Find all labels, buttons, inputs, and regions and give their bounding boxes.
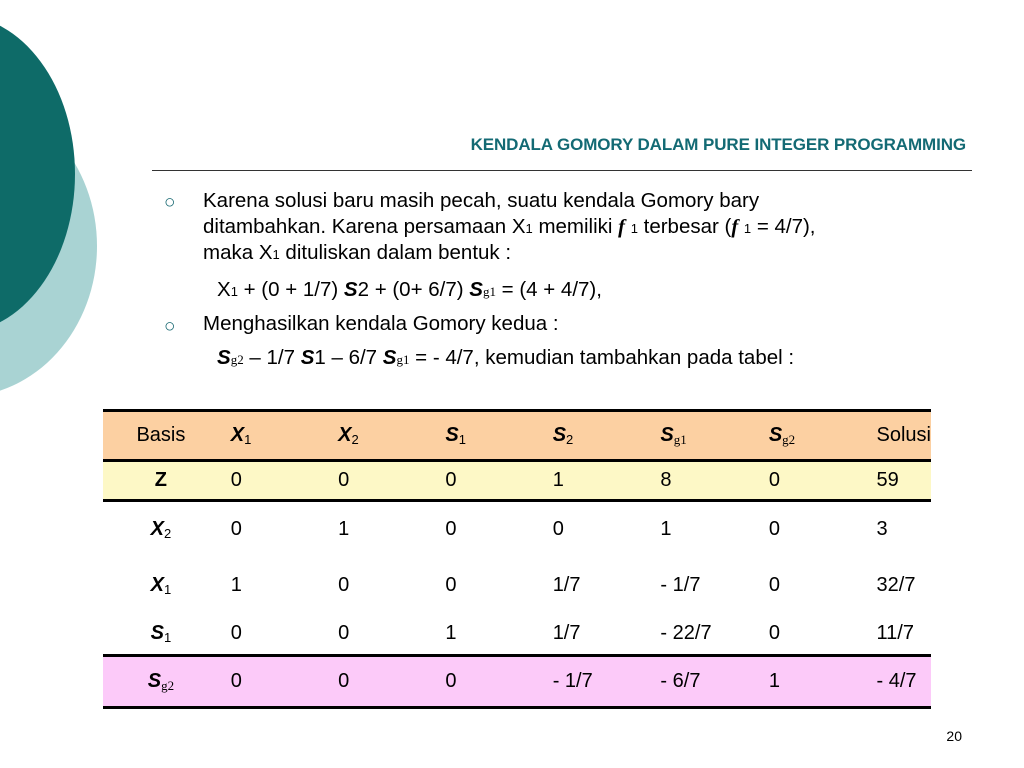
bullet-2-text: Menghasilkan kendala Gomory kedua : bbox=[203, 312, 559, 335]
title-divider bbox=[152, 170, 972, 171]
table-cell: 0 bbox=[230, 670, 242, 692]
basis-cell: Sg2 bbox=[147, 669, 175, 693]
table-cell: 0 bbox=[338, 574, 350, 596]
bullet-1-line-2: ditambahkan. Karena persamaan X1 memiliki f 1 terbesar (f 1 = 4/7), bbox=[203, 215, 816, 238]
header-x2: X2 bbox=[338, 424, 359, 447]
equation-2: Sg2 – 1/7 S1 – 6/7 Sg1 = - 4/7, kemudian tambahkan pada tabel : bbox=[217, 346, 795, 369]
header-solusi: Solusi bbox=[876, 424, 931, 446]
basis-cell: Z bbox=[154, 469, 167, 491]
basis-cell: X2 bbox=[150, 518, 172, 542]
header-basis: Basis bbox=[136, 424, 186, 446]
page-number: 20 bbox=[946, 728, 962, 744]
header-sg1: Sg1 bbox=[660, 423, 687, 447]
table-cell: 0 bbox=[445, 670, 457, 692]
header-x1: X1 bbox=[230, 424, 252, 447]
table-cell: 0 bbox=[768, 622, 780, 645]
table-cell: 0 bbox=[338, 469, 350, 491]
table-cell: 0 bbox=[552, 518, 564, 541]
bullet-1-line-3: maka X1 dituliskan dalam bentuk : bbox=[203, 241, 512, 264]
table-cell: 1 bbox=[338, 518, 350, 541]
header-sg2: Sg2 bbox=[768, 423, 796, 447]
basis-cell: S1 bbox=[150, 622, 172, 646]
bullet-1-line-1: Karena solusi baru masih pecah, suatu kendala Gomory bary bbox=[203, 189, 760, 212]
header-s1: S1 bbox=[445, 424, 466, 447]
table-row bbox=[103, 461, 931, 501]
table-cell: 1/7 bbox=[552, 574, 581, 596]
table-row bbox=[103, 614, 931, 656]
simplex-table bbox=[103, 409, 931, 709]
table-cell: 1 bbox=[230, 574, 242, 596]
table-cell: 0 bbox=[338, 670, 350, 692]
table-cell: - 1/7 bbox=[660, 574, 701, 596]
table-cell: - 22/7 bbox=[660, 622, 712, 645]
table-cell: 3 bbox=[876, 518, 888, 541]
table-cell: 0 bbox=[445, 574, 457, 596]
table-cell: 1 bbox=[660, 518, 672, 541]
table-cell: 11/7 bbox=[876, 622, 914, 645]
equation-1: X1 + (0 + 1/7) S2 + (0+ 6/7) Sg1 = (4 + 4/7), bbox=[217, 278, 602, 301]
table-cell: 0 bbox=[338, 622, 350, 645]
table-row bbox=[103, 558, 931, 614]
basis-cell: X1 bbox=[150, 574, 172, 597]
table-cell: 0 bbox=[445, 469, 457, 491]
table-cell: 1 bbox=[552, 469, 564, 491]
table-cell: 59 bbox=[876, 469, 899, 491]
slide-title: KENDALA GOMORY DALAM PURE INTEGER PROGRAMMING bbox=[470, 135, 966, 154]
header-s2: S2 bbox=[552, 424, 574, 447]
table-header-row bbox=[103, 411, 931, 461]
table-cell: - 1/7 bbox=[552, 670, 593, 692]
table-cell: 0 bbox=[230, 518, 242, 541]
table-cell: - 4/7 bbox=[876, 670, 917, 692]
bullet-ring-icon: ○ bbox=[164, 192, 176, 213]
table-cell: 0 bbox=[445, 518, 457, 541]
bullet-ring-icon: ○ bbox=[164, 316, 176, 337]
table-cell: 0 bbox=[768, 469, 780, 491]
table-row bbox=[103, 501, 931, 558]
table-cell: 1/7 bbox=[552, 622, 581, 645]
table-row bbox=[103, 656, 931, 708]
table-cell: - 6/7 bbox=[660, 670, 701, 692]
table-cell: 0 bbox=[230, 469, 242, 491]
table-cell: 0 bbox=[230, 622, 242, 645]
table-cell: 0 bbox=[768, 574, 780, 596]
table-cell: 32/7 bbox=[876, 574, 916, 596]
table-cell: 8 bbox=[660, 469, 672, 491]
table-cell: 1 bbox=[768, 670, 780, 692]
table-cell: 1 bbox=[445, 622, 457, 645]
table-cell: 0 bbox=[768, 518, 780, 541]
